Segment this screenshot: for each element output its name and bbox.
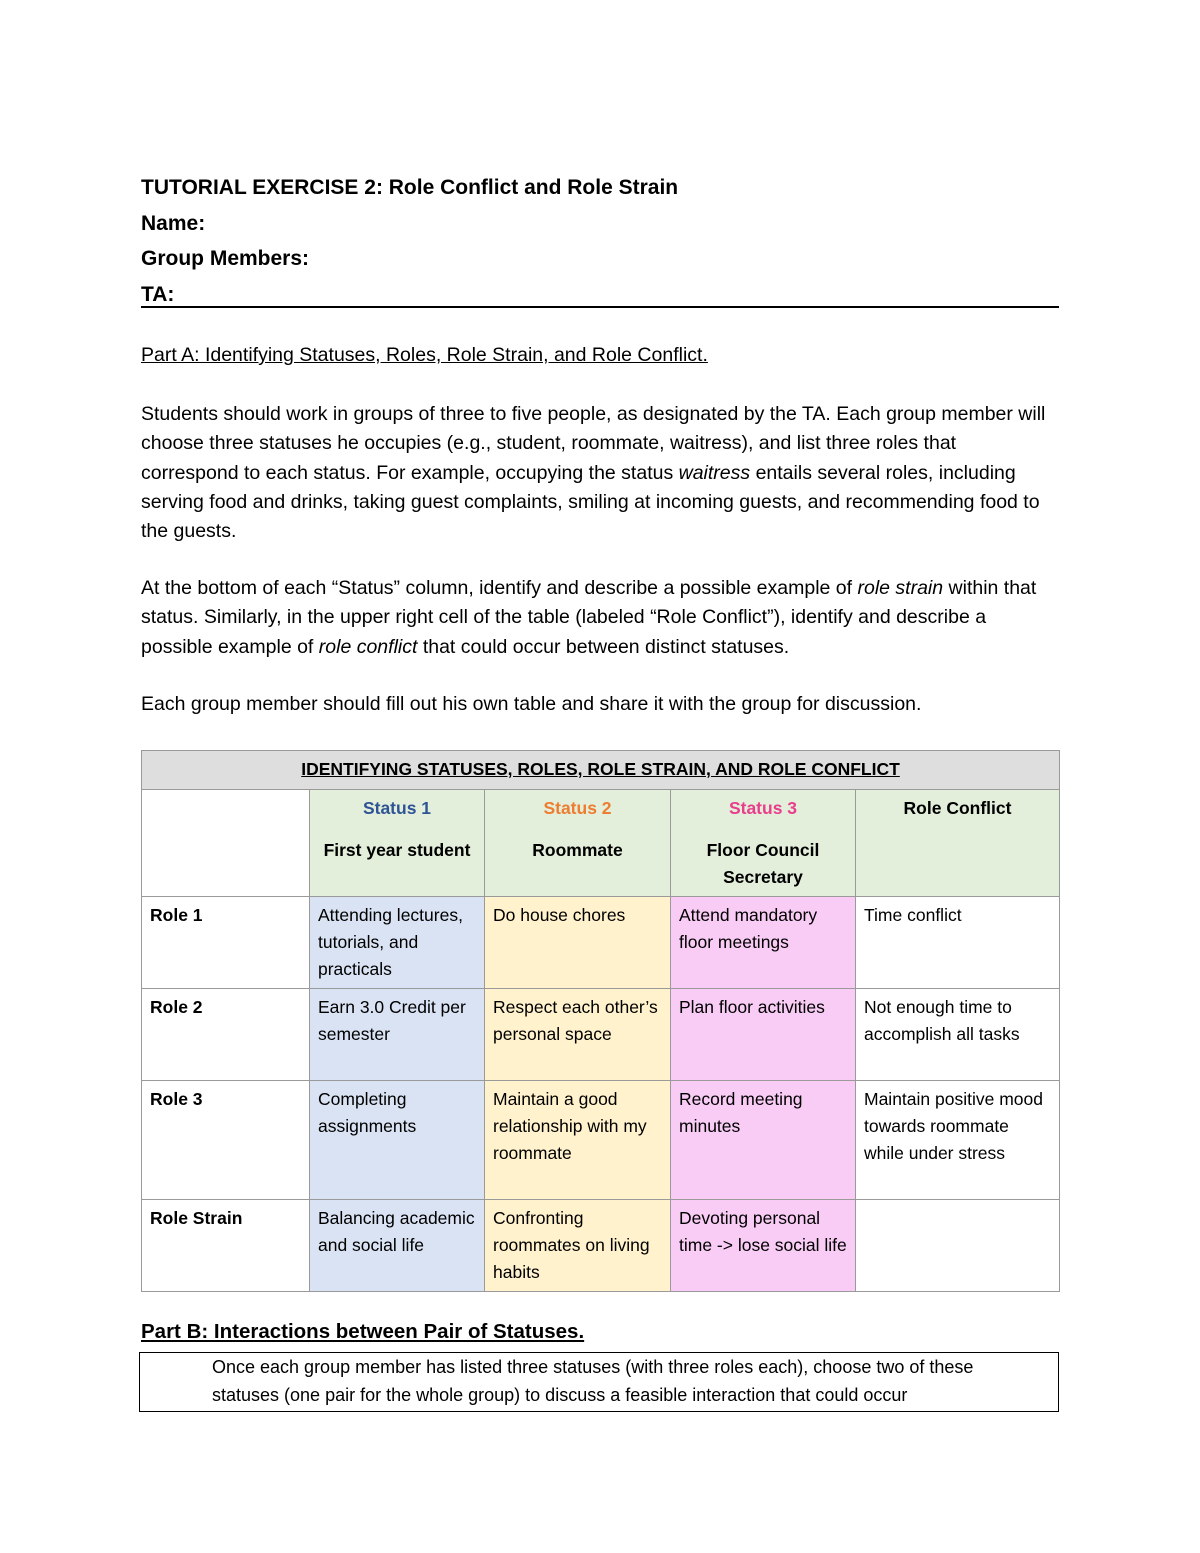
instructions-paragraph-2: At the bottom of each “Status” column, identify and describe a possible example of role strain within that status. Similarly, in the upper right cell of the table (labeled “Role Conflict”), identify and describe a possible example of role conflict that could occur between distinct statuses. <box>141 577 1037 658</box>
status-roles-table <box>141 750 1060 1292</box>
status-2-header <box>485 790 671 897</box>
table-cell: Maintain positive mood towards roommate while under stress <box>856 1081 1060 1200</box>
table-cell: Time conflict <box>856 897 1060 989</box>
header-divider <box>141 306 1059 308</box>
table-cell: Balancing academic and social life <box>310 1200 485 1292</box>
table-cell: Maintain a good relationship with my roommate <box>485 1081 671 1200</box>
document-header <box>141 170 1059 312</box>
part-b-instructions: Once each group member has listed three statuses (with three roles each), choose two of these statuses (one pair for the whole group) to discuss a feasible interaction that could occur <box>212 1357 974 1405</box>
table-cell: Earn 3.0 Credit per semester <box>310 989 485 1081</box>
table-row <box>142 989 1060 1081</box>
table-cell <box>856 1200 1060 1292</box>
table-cell: Respect each other’s personal space <box>485 989 671 1081</box>
role-conflict-header: Role Conflict <box>856 790 1060 897</box>
table-cell: Completing assignments <box>310 1081 485 1200</box>
row-label-role-3: Role 3 <box>142 1081 310 1200</box>
part-a-title: Part A: Identifying Statuses, Roles, Role Strain, and Role Conflict. <box>141 344 708 366</box>
emphasis-role-strain: role strain <box>857 577 944 599</box>
emphasis-role-conflict: role conflict <box>318 635 418 658</box>
status-2-label: Status 2 <box>543 798 612 818</box>
table-header-row <box>142 790 1060 897</box>
part-b-title: Part B: Interactions between Pair of Statuses. <box>141 1320 585 1343</box>
part-b-instructions-box <box>139 1352 1059 1412</box>
header-empty-cell <box>142 790 310 897</box>
status-3-header <box>671 790 856 897</box>
status-1-name: First year student <box>323 840 471 860</box>
table-row <box>142 1081 1060 1200</box>
ta-label: TA: <box>141 282 175 306</box>
table-cell: Do house chores <box>485 897 671 989</box>
emphasis-waitress: waitress <box>678 461 751 484</box>
status-1-header <box>310 790 485 897</box>
row-label-role-2: Role 2 <box>142 989 310 1081</box>
table-cell: Plan floor activities <box>671 989 856 1081</box>
table-cell: Confronting roommates on living habits <box>485 1200 671 1292</box>
table-cell: Attending lectures, tutorials, and practicals <box>310 897 485 989</box>
group-members-label: Group Members: <box>141 247 310 270</box>
table-cell: Devoting personal time -> lose social life <box>671 1200 856 1292</box>
table-title-row <box>142 751 1060 790</box>
table-cell: Attend mandatory floor meetings <box>671 897 856 989</box>
table-row <box>142 897 1060 989</box>
table-title: IDENTIFYING STATUSES, ROLES, ROLE STRAIN, AND ROLE CONFLICT <box>142 751 1060 790</box>
document-title: TUTORIAL EXERCISE 2: Role Conflict and Role Strain <box>141 176 679 199</box>
row-label-role-strain: Role Strain <box>142 1200 310 1292</box>
status-3-label: Status 3 <box>728 798 798 818</box>
table-cell: Record meeting minutes <box>671 1081 856 1200</box>
table-row <box>142 1200 1060 1292</box>
instructions-paragraph-3: Each group member should fill out his own table and share it with the group for discussion. <box>141 693 922 715</box>
status-3-name: Floor Council Secretary <box>706 840 820 887</box>
instructions-paragraph-1: Students should work in groups of three to five people, as designated by the TA. Each group member will choose three statuses he occupies (e.g., student, roommate, waitress), and list three roles that correspond to each status. For example, occupying the status waitress entails several roles, including serving food and drinks, taking guest complaints, smiling at incoming guests, and recommending food to the guests. <box>141 403 1046 543</box>
status-1-label: Status 1 <box>362 798 432 818</box>
status-2-name: Roommate <box>532 840 623 860</box>
table-cell: Not enough time to accomplish all tasks <box>856 989 1060 1081</box>
name-label: Name: <box>141 211 206 235</box>
row-label-role-1: Role 1 <box>142 897 310 989</box>
